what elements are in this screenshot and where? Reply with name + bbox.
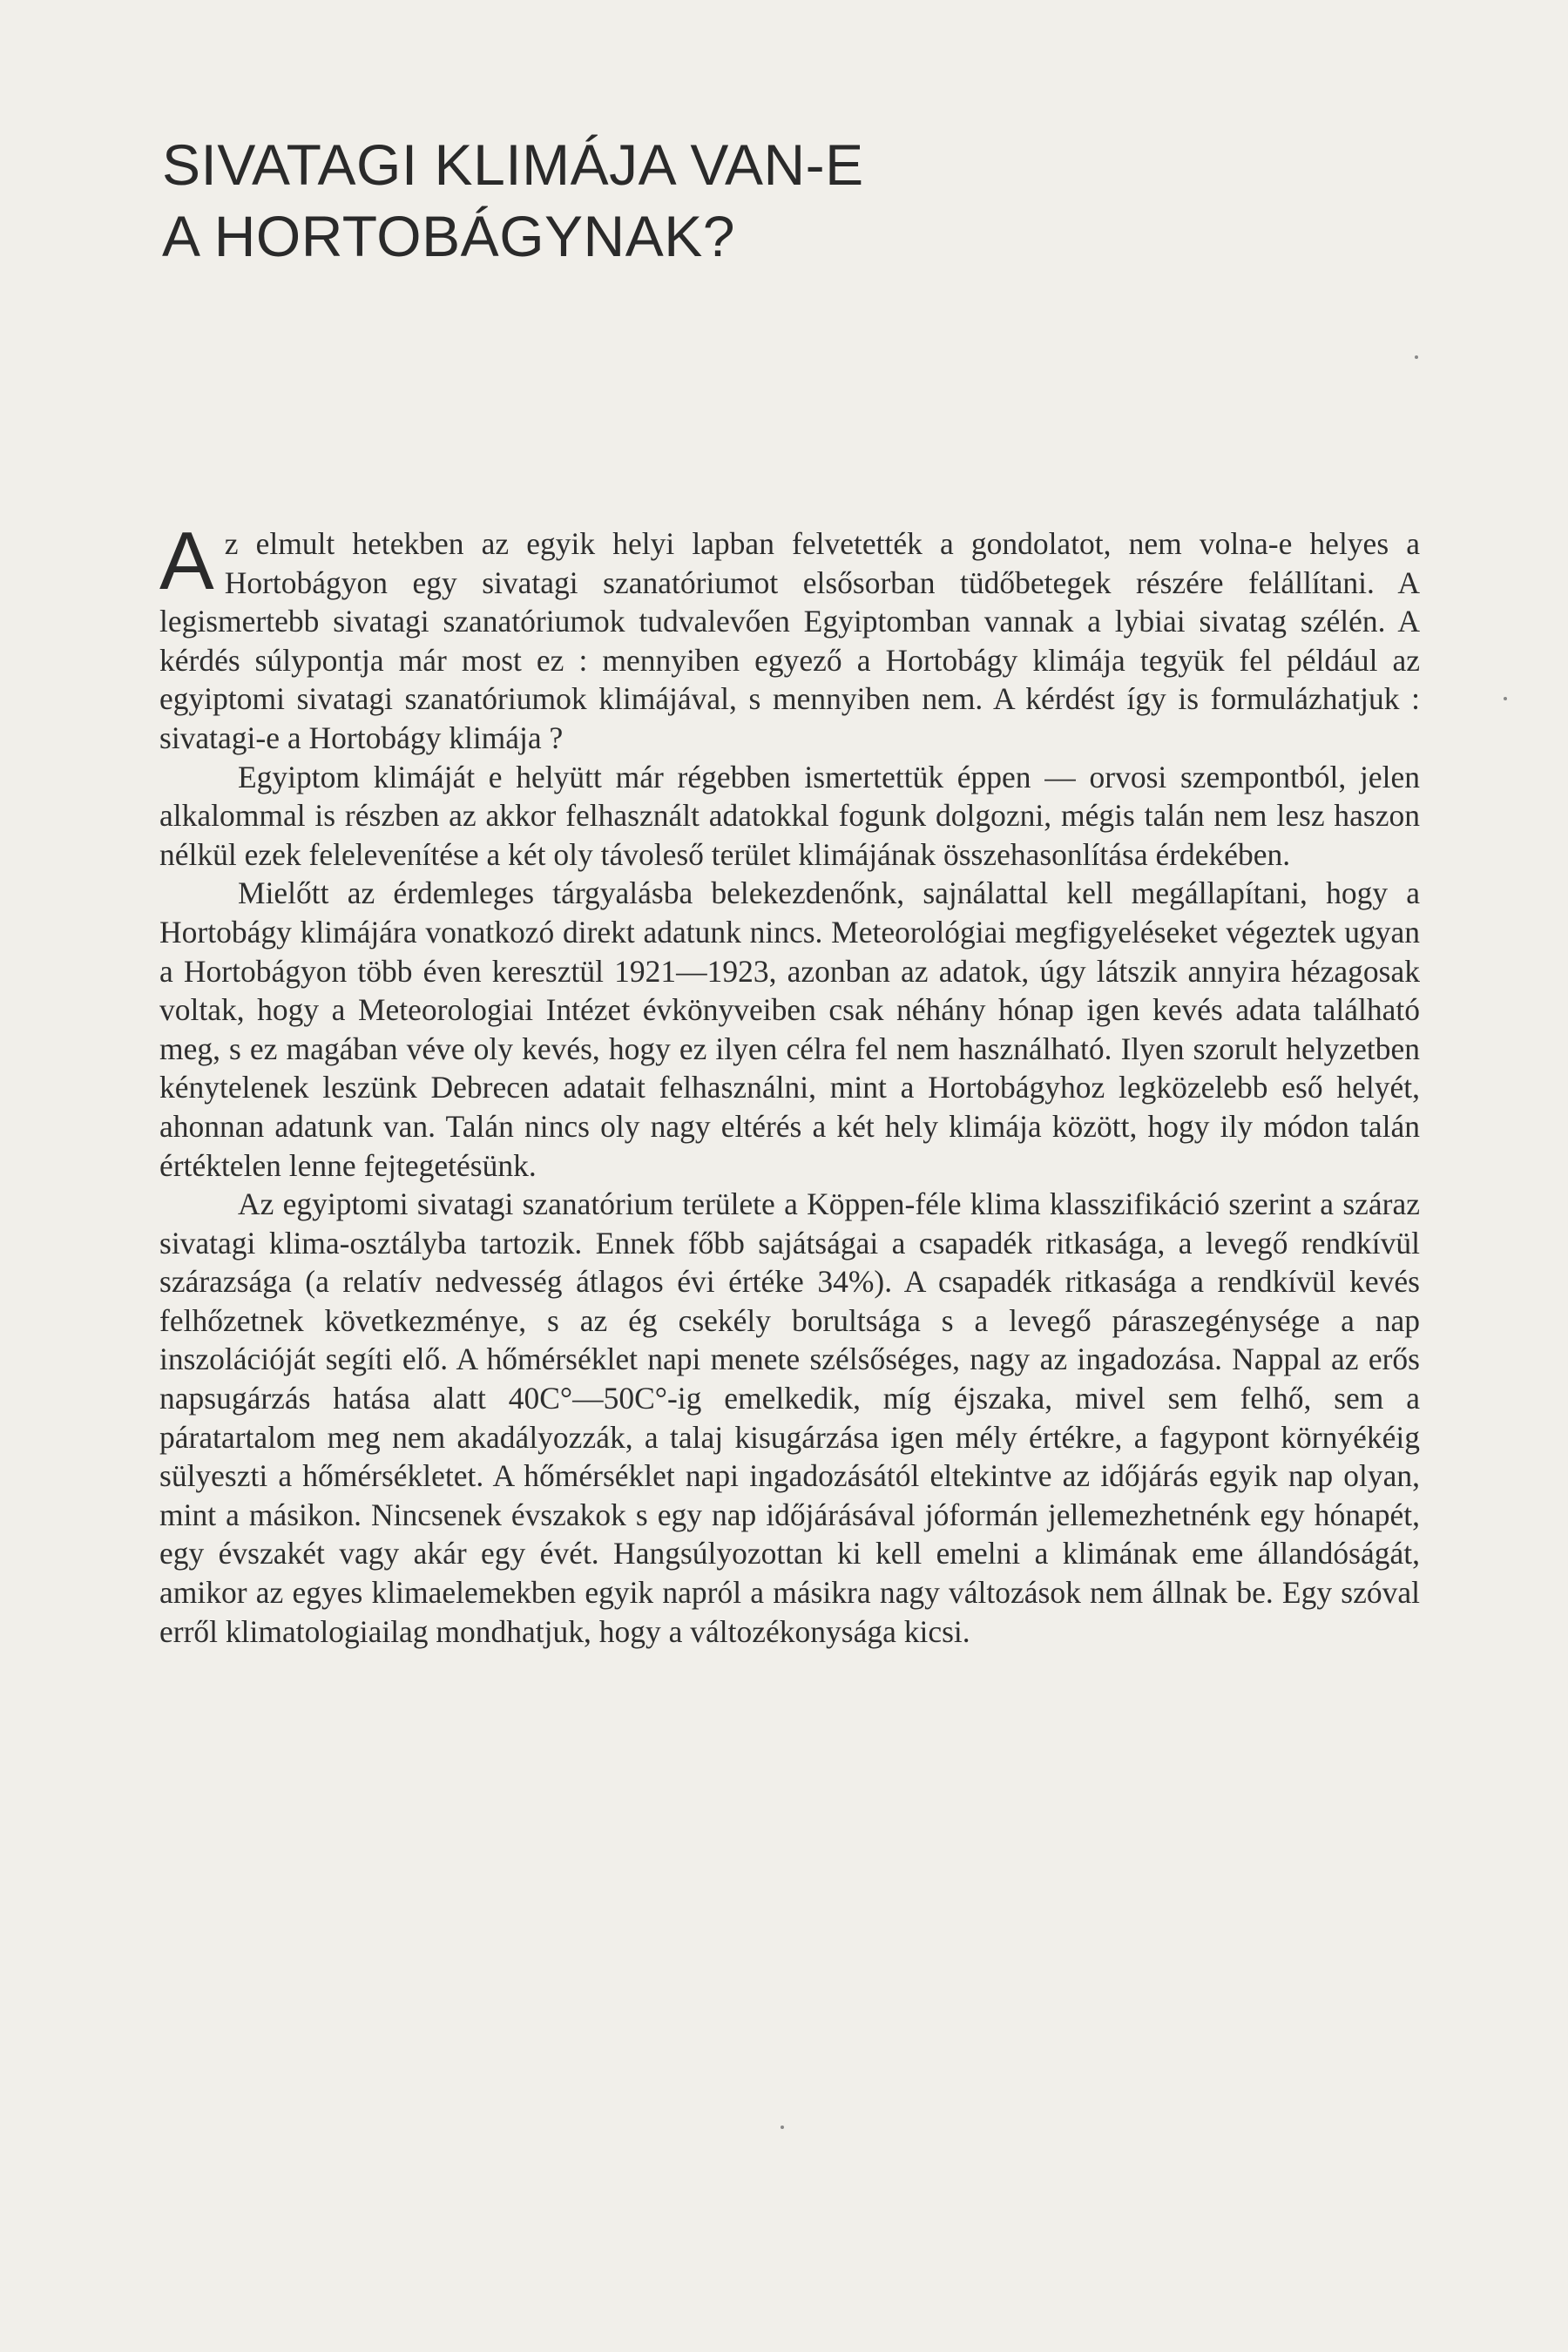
paragraph-4: Az egyiptomi sivatagi szanatórium területe a Köppen-féle klima klasszifikáció szerint a száraz sivatagi klima-osztályba tartozik. Ennek főbb sajátságai a csapadék ritkasága, a levegő rendkívül szárazsága (a relatív nedvesség átlagos évi értéke 34%). A csapadék ritkasága a rendkívül kevés felhőzetnek következménye, s az ég csekély borultsága s a levegő páraszegénysége a nap inszolációját segíti elő. A hőmérséklet napi menete szélsőséges, nagy az ingadozása. Nappal az erős napsugárzás hatása alatt 40C°—50C°-ig emelkedik, míg éjszaka, mivel sem felhő, sem a páratartalom meg nem akadályozzák, a talaj kisugárzása igen mély értékre, a fagypont környékéig sülyeszti a hőmérsékletet. A hőmérséklet napi ingadozásától eltekintve az időjárás egyik nap olyan, mint a másikon. Nincsenek évszakok s egy nap időjárásával jóformán jellemezhetnénk egy hónapét, egy évszakét vagy akár egy évét. Hangsúlyozottan ki kell emelni a klimának eme állandóságát, amikor az egyes klimaelemekben egyik napról a másikra nagy változások nem állnak be. Egy szóval erről klimatologiailag mondhatjuk, hogy a változékonysága kicsi. xyxy=(159,1186,1420,1649)
title-line-2: A HORTOBÁGYNAK? xyxy=(162,204,735,268)
paragraph-2: Egyiptom klimáját e helyütt már régebben ismertettük éppen — orvosi szempontból, jelen alkalommal is részben az akkor felhasznált adatokkal fogunk dolgozni, mégis talán nem lesz haszon nélkül ezek felelevenítése a két oly távoleső terület klimájának összehasonlítása érdekében. xyxy=(159,759,1420,872)
paper-speck xyxy=(781,2126,784,2129)
paper-speck xyxy=(1415,355,1418,359)
article-body xyxy=(159,515,1420,1651)
drop-cap: A xyxy=(159,515,214,606)
paragraph-1-text: z elmult hetekben az egyik helyi lapban felvetették a gondolatot, nem volna-e helyes a Hortobágyon egy sivatagi szanatóriumot elsősorban tüdőbetegek részére felállítani. A legismertebb sivatagi szanatóriumok tudvalevően Egyiptomban vannak a lybiai sivatag szélén. A kérdés súlypontja már most ez : mennyiben egyező a Hortobágy klimája tegyük fel például az egyiptomi sivatagi szanatóriumok klimájával, s mennyiben nem. A kérdést így is formulázhatjuk : sivatagi-e a Hortobágy klimája ? xyxy=(159,526,1420,755)
article-title xyxy=(162,129,864,272)
title-line-1: SIVATAGI KLIMÁJA VAN-E xyxy=(162,132,864,197)
paragraph-1 xyxy=(159,515,1420,758)
paragraph-3: Mielőtt az érdemleges tárgyalásba belekezdenőnk, sajnálattal kell megállapítani, hogy a Hortobágy klimájára vonatkozó direkt adatunk nincs. Meteorológiai megfigyeléseket végeztek ugyan a Hortobágyon több éven keresztül 1921—1923, azonban az adatok, úgy látszik annyira hézagosak voltak, hogy a Meteorologiai Intézet évkönyveiben csak néhány hónap igen kevés adata található meg, s ez magában véve oly kevés, hogy ez ilyen célra fel nem használható. Ilyen szorult helyzetben kénytelenek leszünk Debrecen adatait felhasználni, mint a Hortobágyhoz legközelebb eső helyét, ahonnan adatunk van. Talán nincs oly nagy eltérés a két hely klimája között, hogy ily módon talán értéktelen lenne fejtegetésünk. xyxy=(159,875,1420,1183)
paper-speck xyxy=(1504,697,1507,700)
